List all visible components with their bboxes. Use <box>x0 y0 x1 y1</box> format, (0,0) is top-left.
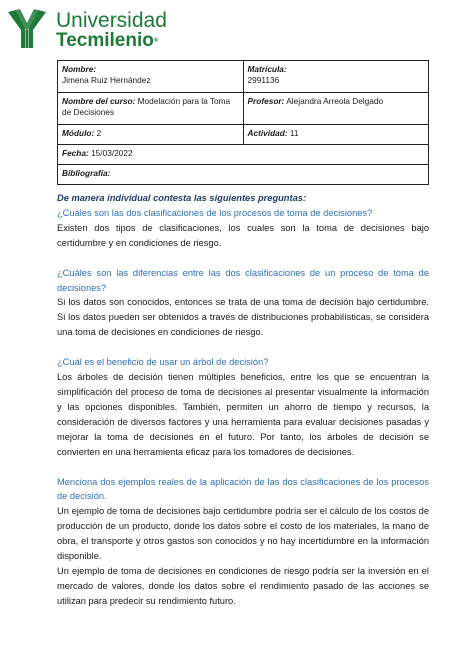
curso-cell <box>58 93 244 125</box>
instructions-heading: De manera individual contesta las siguientes preguntas: <box>57 193 307 203</box>
bibliografia-cell <box>58 165 429 185</box>
logo-line1: Universidad <box>56 9 167 32</box>
university-logo <box>6 6 186 50</box>
modulo-value: 2 <box>96 128 102 138</box>
document-body <box>57 191 429 609</box>
bibliografia-label: Bibliografía: <box>62 168 111 178</box>
modulo-cell <box>58 125 244 145</box>
profesor-label: Profesor: <box>247 96 285 106</box>
matricula-label: Matrícula: <box>247 64 287 74</box>
question-2: ¿Cuáles son las diferencias entre las dos clasificaciones de un proceso de toma de decisiones? <box>57 267 429 293</box>
modulo-label: Módulo: <box>62 128 95 138</box>
actividad-cell <box>243 125 429 145</box>
question-4: Menciona dos ejemplos reales de la aplicación de las dos clasificaciones de los procesos de decisión. <box>57 476 429 502</box>
question-3: ¿Cuál es el beneficio de usar un árbol de decisión? <box>57 357 269 368</box>
fecha-cell <box>58 145 429 165</box>
question-1: ¿Cuáles son las dos clasificaciones de los procesos de toma de decisiones? <box>57 207 373 218</box>
registered-mark: ® <box>153 38 159 44</box>
curso-value: Modelación para la Toma de Decisiones <box>62 96 231 117</box>
logo-line2: Tecmilenio® <box>56 30 159 51</box>
profesor-value: Alejandra Arreola Delgado <box>286 96 384 106</box>
answer-4-certidumbre: Un ejemplo de toma de decisiones bajo certidumbre podría ser el cálculo de los costos de producción de un producto, donde los datos sobre el costo de los materiales, la mano de obra, el transporte y otros gastos son conocidos y no hay incertidumbre en la información disponible. <box>57 506 429 562</box>
answer-3: Los árboles de decisión tienen múltiples beneficios, entre los que se encuentran la simplificación del proceso de toma de decisiones al presentar visualmente la información y las opciones disponibles. También, permiten un ahorro de tiempo y recursos, la consideración de diversos factores y una herramienta para evaluar decisiones pasadas y mejorar la toma de decisiones en el futuro. Por tanto, los árboles de decisión se convierten en una herramienta eficaz para los tomadores de decisiones. <box>57 372 429 457</box>
fecha-label: Fecha: <box>62 148 89 158</box>
actividad-label: Actividad: <box>247 128 288 138</box>
student-info-table <box>57 60 429 185</box>
nombre-cell <box>58 61 244 93</box>
answer-4-riesgo: Un ejemplo de toma de decisiones en condiciones de riesgo podría ser la inversión en el mercado de valores, donde los datos sobre el rendimiento pasado de las acciones se utilizan para predecir su rendimiento futuro. <box>57 565 429 606</box>
answer-2: Si los datos son conocidos, entonces se trata de una toma de decisión bajo certidumbre. Si los datos pueden ser obtenidos a través de distribuciones probabilísticas, se considera una toma de decisiones en condiciones de riesgo. <box>57 297 429 338</box>
matricula-cell <box>243 61 429 93</box>
nombre-label: Nombre: <box>62 64 97 74</box>
profesor-cell <box>243 93 429 125</box>
answer-1: Existen dos tipos de clasificaciones, los cuales son la toma de decisiones bajo certidumbre y en condiciones de riesgo. <box>57 222 429 248</box>
fecha-value: 15/03/2022 <box>91 148 133 158</box>
curso-label: Nombre del curso: <box>62 96 136 106</box>
actividad-value: 11 <box>289 128 299 138</box>
nombre-value: Jimena Ruiz Hernández <box>62 75 151 85</box>
tecmilenio-logo-icon <box>6 6 48 50</box>
matricula-value: 2991136 <box>247 75 280 85</box>
